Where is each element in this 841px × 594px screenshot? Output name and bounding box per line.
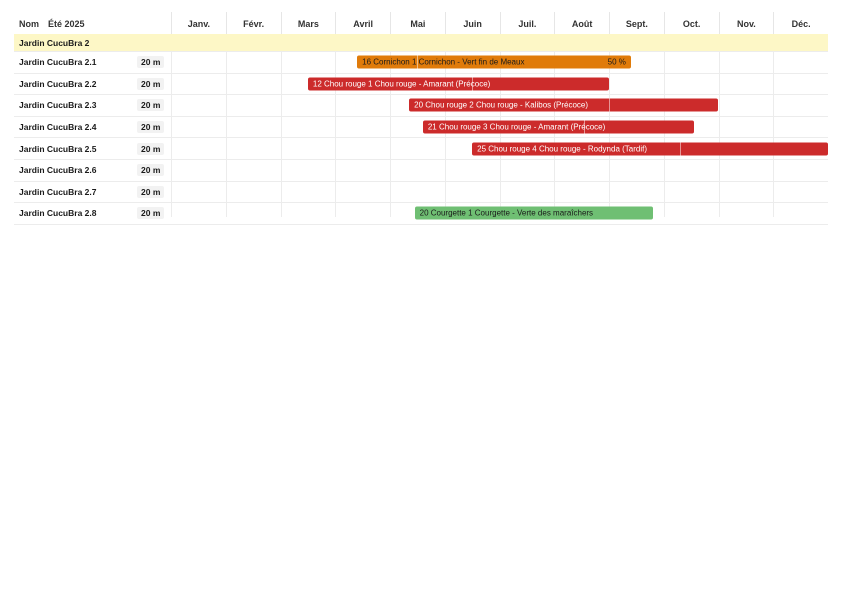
bed-size-badge: 20 m — [137, 78, 164, 90]
month-label: Mai — [390, 12, 445, 34]
month-label: Oct. — [664, 12, 719, 34]
progress-percent: 50 % — [607, 57, 626, 67]
bed-name: Jardin CucuBra 2.5 — [19, 143, 97, 154]
crop-bar-label: 21 Chou rouge 3 Chou rouge - Amarant (Précoce) — [427, 122, 606, 132]
crop-bar[interactable] — [423, 121, 694, 134]
bed-name: Jardin CucuBra 2.8 — [19, 208, 97, 219]
name-column-header[interactable]: Nom — [19, 19, 39, 29]
gantt-chart — [14, 12, 828, 225]
bed-name: Jardin CucuBra 2.3 — [19, 100, 97, 111]
bed-row[interactable] — [14, 203, 828, 225]
crop-bar[interactable] — [308, 77, 609, 90]
bed-row[interactable] — [14, 52, 828, 74]
bed-size-badge: 20 m — [137, 164, 164, 176]
crop-bar-label: 25 Chou rouge 4 Chou rouge - Rodynda (Tardif) — [477, 144, 648, 154]
harvest-phase-marker — [584, 121, 585, 134]
bed-name: Jardin CucuBra 2.2 — [19, 78, 97, 89]
month-label: Janv. — [171, 12, 226, 34]
month-label: Nov. — [719, 12, 774, 34]
harvest-phase-marker — [472, 77, 473, 90]
bed-name: Jardin CucuBra 2.4 — [19, 122, 97, 133]
harvest-phase-marker — [417, 56, 418, 69]
month-label: Févr. — [226, 12, 281, 34]
bed-row[interactable] — [14, 160, 828, 182]
month-label: Sept. — [609, 12, 664, 34]
season-label: Été 2025 — [48, 19, 85, 29]
crop-bar[interactable] — [357, 56, 631, 69]
month-label: Avril — [335, 12, 390, 34]
harvest-phase-marker — [609, 99, 610, 112]
bed-rows — [14, 52, 828, 225]
bed-size-badge: 20 m — [137, 56, 164, 68]
bed-size-badge: 20 m — [137, 207, 164, 219]
bed-row[interactable] — [14, 182, 828, 204]
harvest-phase-marker — [680, 142, 681, 155]
bed-size-badge: 20 m — [137, 143, 164, 155]
month-label: Déc. — [773, 12, 828, 34]
crop-bar[interactable] — [415, 207, 653, 220]
month-header — [171, 12, 828, 34]
bed-row[interactable] — [14, 95, 828, 117]
crop-bar-label: 20 Courgette 1 Courgette - Verte des maraîchers — [419, 208, 594, 218]
crop-bar[interactable] — [472, 142, 828, 155]
month-label: Juil. — [500, 12, 555, 34]
bed-name: Jardin CucuBra 2.6 — [19, 165, 97, 176]
bed-name: Jardin CucuBra 2.1 — [19, 57, 97, 68]
bed-row[interactable] — [14, 138, 828, 160]
bed-size-badge: 20 m — [137, 99, 164, 111]
crop-bar-label: 16 Cornichon 1 Cornichon - Vert fin de Meaux — [362, 57, 525, 67]
crop-bar-label: 12 Chou rouge 1 Chou rouge - Amarant (Précoce) — [312, 79, 491, 89]
crop-bar-label: 20 Chou rouge 2 Chou rouge - Kalibos (Précoce) — [414, 100, 589, 110]
group-row[interactable] — [14, 34, 828, 52]
bed-size-badge: 20 m — [137, 186, 164, 198]
month-label: Août — [554, 12, 609, 34]
gantt-header — [14, 12, 828, 34]
bed-row[interactable] — [14, 74, 828, 96]
month-label: Mars — [281, 12, 336, 34]
bed-size-badge: 20 m — [137, 121, 164, 133]
group-name: Jardin CucuBra 2 — [19, 37, 90, 48]
month-label: Juin — [445, 12, 500, 34]
bed-row[interactable] — [14, 117, 828, 139]
bed-name: Jardin CucuBra 2.7 — [19, 186, 97, 197]
crop-bar[interactable] — [409, 99, 718, 112]
